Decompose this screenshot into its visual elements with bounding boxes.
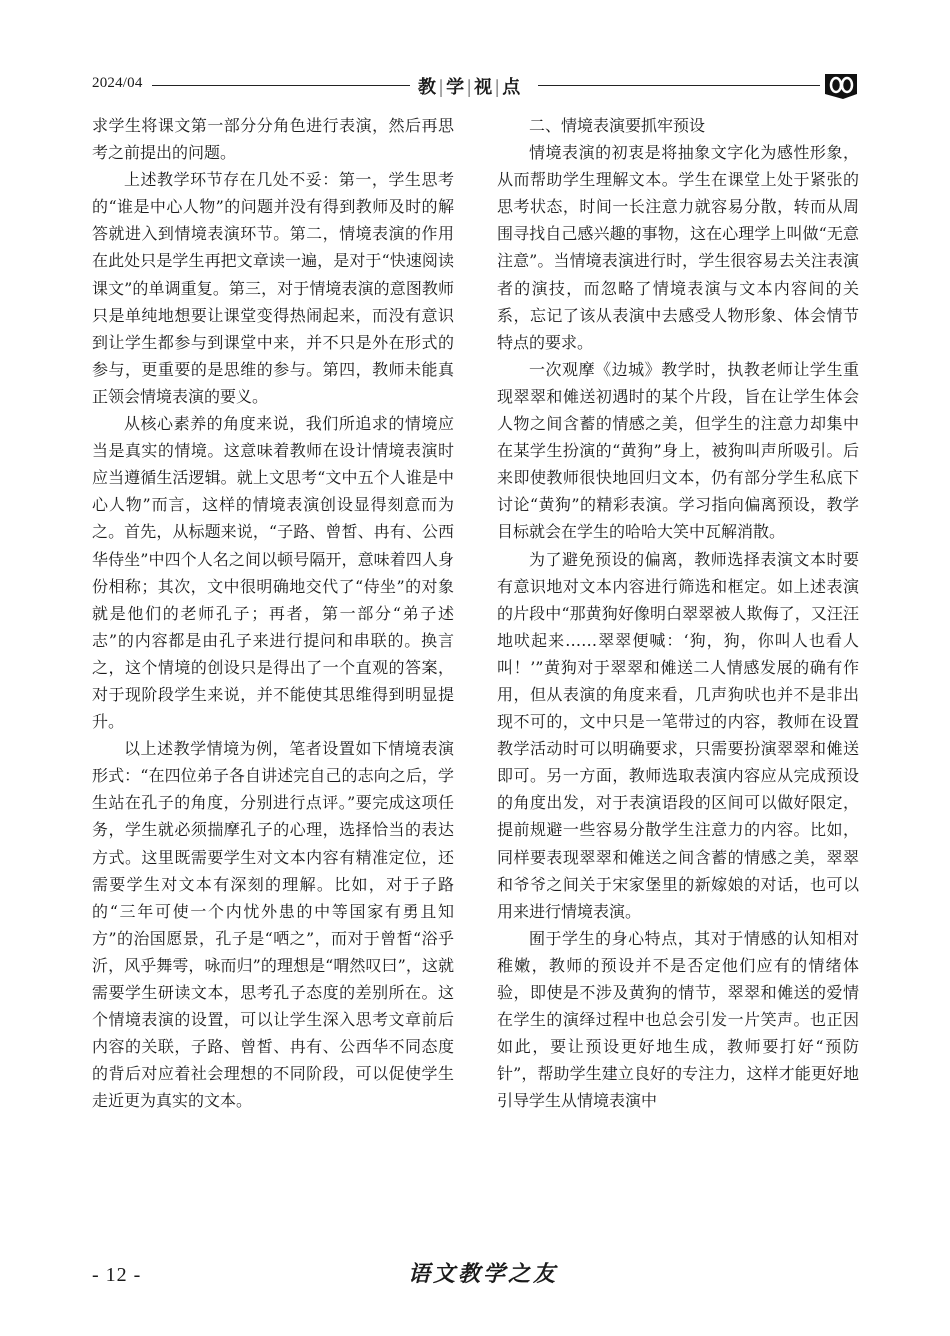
- right-column: [497, 112, 859, 1114]
- section-char-3: 视: [474, 77, 494, 98]
- section-heading: 二、情境表演要抓牢预设: [529, 116, 706, 135]
- left-paragraph-2: 上述教学环节存在几处不妥：第一，学生思考的“谁是中心人物”的问题并没有得到教师及时的解答就进入到情境表演环节。第二，情境表演的作用在此处只是学生再把文章读一遍，是对于“快速阅读课文”的单调重复。第三，对于情境表演的意图教师只是单纯地想要让课堂变得热闹起来，而没有意识到让学生都参与到课堂中来，并不只是外在形式的参与，更重要的是思维的参与。第四，教师未能真正领会情境表演的要义。: [92, 170, 454, 406]
- section-char-4: 点: [502, 77, 522, 98]
- section-char-1: 教: [418, 77, 437, 98]
- left-column: [92, 112, 454, 1114]
- right-paragraph-4: 囿于学生的身心特点，其对于情感的认知相对稚嫩，教师的预设并不是否定他们应有的情绪体验，即使是不涉及黄狗的情节，翠翠和傩送的爱情在学生的演绎过程中也总会引发一片笑声。也正因如此，要让预设更好地生成，教师要打好“预防针”，帮助学生建立良好的专注力，这样才能更好地引导学生从情境表演中: [497, 928, 859, 1111]
- left-paragraph-1: 求学生将课文第一部分分角色进行表演，然后再思考之前提出的问题。: [92, 116, 454, 163]
- page-corner-badge-icon: [823, 70, 859, 100]
- right-paragraph-1: 情境表演的初衷是将抽象文字化为感性形象，从而帮助学生理解文本。学生在课堂上处于紧张的思考状态，时间一长注意力就容易分散，转而从周围寻找自己感兴趣的事物，这在心理学上叫做“无意注意”。当情境表演进行时，学生很容易去关注表演者的演技，而忽略了情境表演与文本内容间的关系，忘记了该从表演中去感受人物形象、体会情节特点的要求。: [497, 143, 859, 352]
- header-rule-left: [152, 85, 410, 86]
- section-title: 教|学|视|点: [418, 77, 522, 98]
- left-paragraph-4: 以上述教学情境为例，笔者设置如下情境表演形式：“在四位弟子各自讲述完自己的志向之后，学生站在孔子的角度，分别进行点评。”要完成这项任务，学生就必须揣摩孔子的心理，选择恰当的表达方式。这里既需要学生对文本内容有精准定位，还需要学生对文本有深刻的理解。比如，对于子路的“三年可使一个内忧外患的中等国家有勇且知方”的治国愿景，孔子是“哂之”，而对于曾皙“浴乎沂，风乎舞雩，咏而归”的理想是“喟然叹曰”，这就需要学生研读文本，思考孔子态度的差别所在。这个情境表演的设置，可以让学生深入思考文章前后内容的关联，子路、曾皙、冉有、公西华不同态度的背后对应着社会理想的不同阶段，可以促使学生走近更为真实的文本。: [92, 739, 454, 1111]
- header-rule-right: [538, 85, 820, 86]
- right-paragraph-2: 一次观摩《边城》教学时，执教老师让学生重现翠翠和傩送初遇时的某个片段，旨在让学生体会人物之间含蓄的情感之美，但学生的注意力却集中在某学生扮演的“黄狗”身上，被狗叫声所吸引。后来即使教师很快地回归文本，仍有部分学生私底下讨论“黄狗”的精彩表演。学习指向偏离预设，教学目标就会在学生的哈哈大笑中瓦解消散。: [497, 359, 859, 542]
- section-char-2: 学: [446, 77, 466, 98]
- page-number: - 12 -: [92, 1264, 142, 1286]
- right-paragraph-3: 为了避免预设的偏离，教师选择表演文本时要有意识地对文本内容进行筛选和框定。如上述表演的片段中“那黄狗好像明白翠翠被人欺侮了，又汪汪地吠起来……翠翠便喊：‘狗，狗，你叫人也看人叫！’”黄狗对于翠翠和傩送二人情感发展的确有作用，但从表演的角度来看，几声狗吠也并不是非出现不可的，文中只是一笔带过的内容，教师在设置教学活动时可以明确要求，只需要扮演翠翠和傩送即可。另一方面，教师选取表演内容应从完成预设的角度出发，对于表演语段的区间可以做好限定，提前规避一些容易分散学生注意力的内容。比如，同样要表现翠翠和傩送之间含蓄的情感之美，翠翠和爷爷之间关于宋家堡里的新嫁娘的对话，也可以用来进行情境表演。: [497, 549, 859, 921]
- left-paragraph-3: 从核心素养的角度来说，我们所追求的情境应当是真实的情境。这意味着教师在设计情境表演时应当遵循生活逻辑。就上文思考“文中五个人谁是中心人物”而言，这样的情境表演创设显得刻意而为之。首先，从标题来说，“子路、曾皙、冉有、公西华侍坐”中四个人名之间以顿号隔开，意味着四人身份相称；其次，文中很明确地交代了“侍坐”的对象就是他们的老师孔子；再者，第一部分“弟子述志”的内容都是由孔子来进行提问和串联的。换言之，这个情境的创设只是得出了一个直观的答案，对于现阶段学生来说，并不能使其思维得到明显提升。: [92, 414, 454, 732]
- journal-name: 语文教学之友: [408, 1261, 559, 1287]
- issue-date: 2024/04: [92, 75, 143, 91]
